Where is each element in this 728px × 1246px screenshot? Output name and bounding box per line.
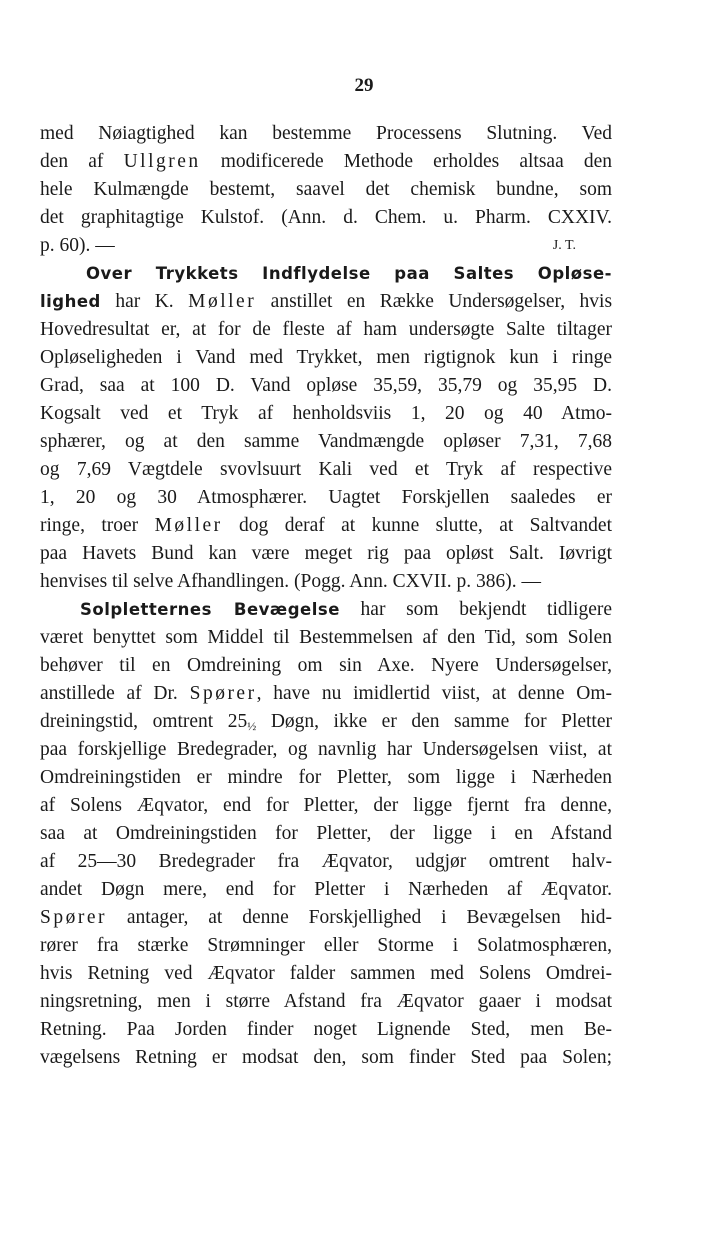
p3-line-4-a: anstillede af Dr. xyxy=(40,683,178,704)
p1-line-3: hele Kulmængde bestemt, saavel det chemisk bundne, som xyxy=(40,179,612,200)
p3-line-5 xyxy=(40,708,612,736)
p3-line-7: Omdreiningstiden er mindre for Pletter, som ligge i Nærheden xyxy=(40,767,612,788)
p3-line-4-b: , have nu imidlertid viist, at denne Om- xyxy=(256,683,612,704)
p1-line-2-rest: modificerede Methode erholdes altsaa den xyxy=(220,151,612,172)
p3-line-5-a: dreiningstid, omtrent 25 xyxy=(40,711,248,732)
author-name-sporer-2: Spører xyxy=(40,907,107,928)
p3-line-6: paa forskjellige Bredegrader, og navnlig har Undersøgelsen viist, at xyxy=(40,739,612,760)
p2-line-5: Kogsalt ved et Tryk af henholdsviis 1, 20 og 40 Atmo- xyxy=(40,403,612,424)
signature: J. T. xyxy=(552,238,576,253)
p3-line-12 xyxy=(40,904,612,932)
p3-line-9: saa at Omdreiningstiden for Pletter, der ligge i en Afstand xyxy=(40,823,612,844)
p2-line-7: og 7,69 Vægtdele svovlsuurt Kali ved et Tryk af respective xyxy=(40,459,612,480)
p3-line-16: Retning. Paa Jorden finder noget Lignende Sted, men Be- xyxy=(40,1019,612,1040)
p3-line-13: rører fra stærke Strømninger eller Storme i Solatmosphæren, xyxy=(40,935,612,956)
p1-line-4: det graphitagtige Kulstof. (Ann. d. Chem. u. Pharm. CXXIV. xyxy=(40,207,612,228)
p2-line-8: 1, 20 og 30 Atmosphærer. Uagtet Forskjellen saaledes er xyxy=(40,487,612,508)
page-number: 29 xyxy=(354,75,374,96)
p2-line-10: paa Havets Bund kan være meget rig paa opløst Salt. Iøvrigt xyxy=(40,543,612,564)
p3-line-1-rest: har som bekjendt tidligere xyxy=(360,599,612,620)
section-heading-trykkets-cont: lighed xyxy=(40,292,101,311)
p2-line-1-a: har K. xyxy=(115,291,174,312)
p3-line-3: behøver til en Omdreining om sin Axe. Nyere Undersøgelser, xyxy=(40,655,612,676)
section-heading-trykkets: Over Trykkets Indflydelse paa Saltes Opløse- xyxy=(86,264,612,283)
author-name-ullgren: Ullgren xyxy=(123,151,201,172)
p1-line-2-text: den af xyxy=(40,151,104,172)
p2-line-11: henvises til selve Afhandlingen. (Pogg. Ann. CXVII. p. 386). — xyxy=(40,571,541,592)
p2-line-1-b: anstillet en Række Undersøgelser, hvis xyxy=(270,291,612,312)
p2-line-1 xyxy=(40,288,612,316)
p2-line-2: Hovedresultat er, at for de fleste af ham undersøgte Salte tiltager xyxy=(40,319,612,340)
page-body xyxy=(40,120,612,1072)
p2-line-3: Opløseligheden i Vand med Trykket, men rigtignok kun i ringe xyxy=(40,347,612,368)
p3-line-17: vægelsens Retning er modsat den, som finder Sted paa Solen; xyxy=(40,1047,612,1068)
p3-line-12-rest: antager, at denne Forskjellighed i Bevægelsen hid- xyxy=(126,907,612,928)
p2-line-9-a: ringe, troer xyxy=(40,515,139,536)
p2-heading-line xyxy=(40,260,612,288)
p3-line-14: hvis Retning ved Æqvator falder sammen med Solens Omdrei- xyxy=(40,963,612,984)
p3-line-15: ningsretning, men i større Afstand fra Æqvator gaaer i modsat xyxy=(40,991,612,1012)
p3-line-1 xyxy=(40,596,612,624)
author-name-sporer: Spører xyxy=(189,683,257,704)
p3-line-2: været benyttet som Middel til Bestemmelsen af den Tid, som Solen xyxy=(40,627,612,648)
fraction-half: ½ xyxy=(247,719,257,733)
section-heading-solpletternes: Solpletternes Bevægelse xyxy=(80,600,340,619)
p2-line-9 xyxy=(40,512,612,540)
p3-line-11: andet Døgn mere, end for Pletter i Nærheden af Æqvator. xyxy=(40,879,612,900)
p2-line-4: Grad, saa at 100 D. Vand opløse 35,59, 35,79 og 35,95 D. xyxy=(40,375,612,396)
author-name-moller-2: Møller xyxy=(154,515,223,536)
p2-line-9-b: dog deraf at kunne slutte, at Saltvandet xyxy=(239,515,612,536)
p3-line-4 xyxy=(40,680,612,708)
p1-line-2 xyxy=(40,148,612,176)
p1-line-5-text: p. 60). — xyxy=(40,235,115,256)
p3-line-8: af Solens Æqvator, end for Pletter, der ligge fjernt fra denne, xyxy=(40,795,612,816)
p1-line-1: med Nøiagtighed kan bestemme Processens Slutning. Ved xyxy=(40,123,612,144)
p3-line-5-b: Døgn, ikke er den samme for Pletter xyxy=(270,711,612,732)
p1-line-5 xyxy=(40,232,612,260)
author-name-moller: Møller xyxy=(188,291,257,312)
p3-line-10: af 25—30 Bredegrader fra Æqvator, udgjør omtrent halv- xyxy=(40,851,612,872)
p2-line-6: sphærer, og at den samme Vandmængde opløser 7,31, 7,68 xyxy=(40,431,612,452)
